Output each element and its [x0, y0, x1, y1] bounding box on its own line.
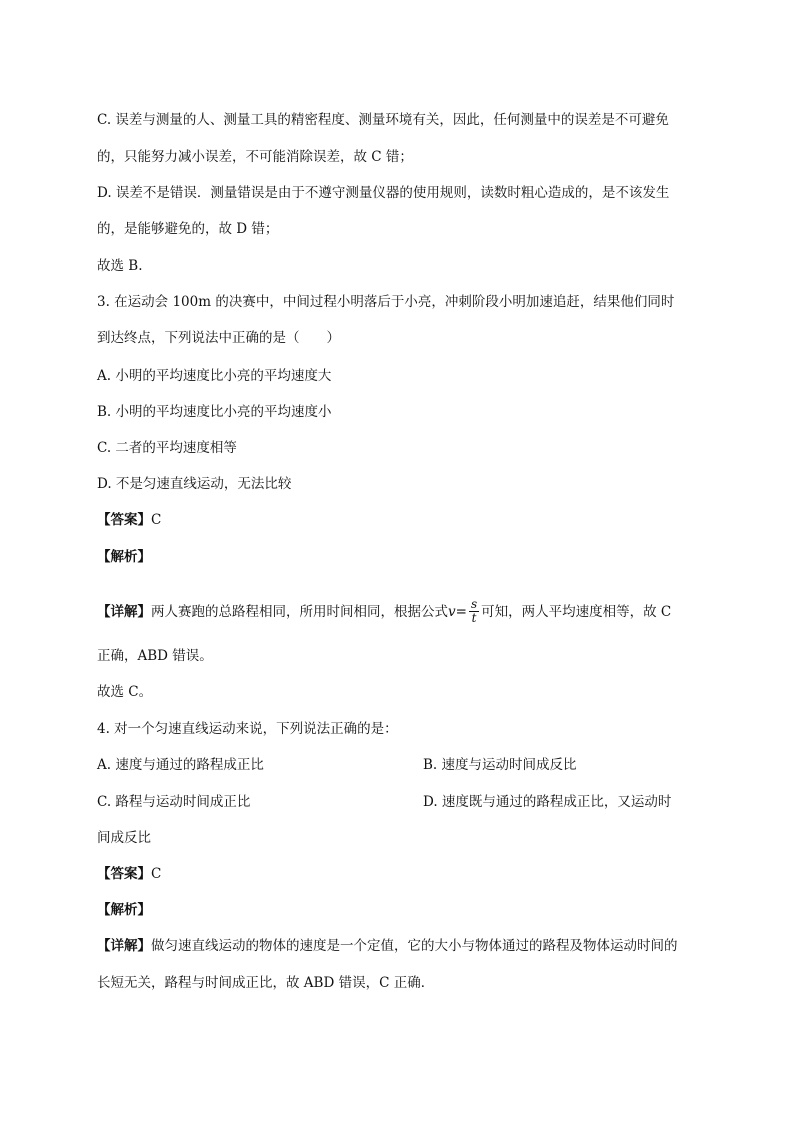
q4-option-d-line1: D. 速度既与通过的路程成正比，又运动时: [423, 794, 672, 810]
q3-conclusion: 故选 C。: [97, 684, 153, 700]
formula-numerator: s: [470, 597, 478, 611]
q2-option-c-line1: C. 误差与测量的人、测量工具的精密程度、测量环境有关，因此，任何测量中的误差是不可避免: [97, 112, 669, 128]
q3-detail-label: 【详解】: [97, 604, 151, 620]
q4-answer-label: 【答案】: [97, 866, 151, 882]
q4-option-b: B. 速度与运动时间成反比: [423, 757, 577, 773]
q4-option-d-line2: 间成反比: [97, 830, 151, 846]
q3-stem-line2: 到达终点，下列说法中正确的是（ ）: [97, 330, 340, 346]
q4-detail-text: 做匀速直线运动的物体的速度是一个定值，它的大小与物体通过的路程及物体运动时间的: [151, 938, 678, 954]
q3-option-c: C. 二者的平均速度相等: [97, 440, 237, 456]
q4-stem: 4. 对一个匀速直线运动来说，下列说法正确的是：: [97, 721, 398, 737]
q3-option-a: A. 小明的平均速度比小亮的平均速度大: [97, 368, 332, 384]
q3-detail-line1: [97, 596, 671, 628]
q3-analysis-label: 【解析】: [97, 549, 151, 565]
q3-option-d: D. 不是匀速直线运动，无法比较: [97, 476, 292, 492]
q3-answer-label: 【答案】: [97, 512, 151, 528]
q3-detail-line2: 正确，ABD 错误。: [97, 648, 213, 664]
q4-detail-line1: [97, 936, 678, 956]
q2-option-d-line2: 的，是能够避免的，故 D 错；: [97, 221, 279, 237]
formula-fraction: [469, 598, 479, 625]
q4-analysis-label: 【解析】: [97, 902, 151, 918]
q4-answer-value: C: [151, 866, 162, 882]
q4-option-a: A. 速度与通过的路程成正比: [97, 757, 264, 773]
q2-option-d-line1: D. 误差不是错误．测量错误是由于不遵守测量仪器的使用规则，读数时粗心造成的，是不该发生: [97, 185, 670, 201]
q2-conclusion: 故选 B.: [97, 258, 143, 274]
q3-stem-line1: 3. 在运动会 100m 的决赛中，中间过程小明落后于小亮，冲刺阶段小明加速追赶，结果他们同时: [97, 294, 675, 310]
q4-detail-label: 【详解】: [97, 938, 151, 954]
q3-detail-before: 两人赛跑的总路程相同，所用时间相同，根据公式: [151, 604, 448, 620]
q3-answer-value: C: [151, 512, 162, 528]
formula-v: v: [448, 604, 456, 620]
q3-option-b: B. 小明的平均速度比小亮的平均速度小: [97, 404, 332, 420]
q2-option-c-line2: 的，只能努力减小误差，不可能消除误差，故 C 错；: [97, 149, 413, 165]
q3-detail-after: 可知，两人平均速度相等，故 C: [481, 604, 672, 620]
formula-equals: =: [455, 604, 467, 620]
q4-detail-line2: 长短无关，路程与时间成正比，故 ABD 错误，C 正确．: [97, 975, 435, 991]
document-page: [97, 0, 707, 1123]
q3-answer: [97, 510, 161, 530]
formula-denominator: t: [471, 611, 477, 625]
q4-answer: [97, 864, 161, 884]
q4-option-c: C. 路程与运动时间成正比: [97, 794, 251, 810]
